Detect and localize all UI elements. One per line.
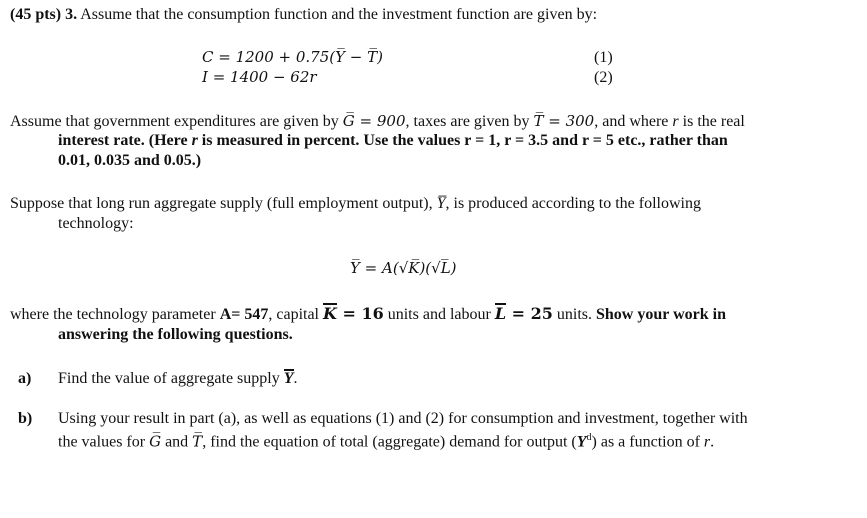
paragraph-government-line2: interest rate. (Here r is measured in percent. Use the values r = 1, r = 3.5 and r = 5 etc., rather than: [58, 132, 728, 149]
production-equation: Y̅ = A(√K̅)(√L̅): [350, 259, 457, 277]
y-bar-bold: Y: [283, 370, 294, 387]
part-a-text: Find the value of aggregate supply Y.: [58, 370, 298, 387]
equation-consumption: C = 1200 + 0.75(Y̅ − T̅): [202, 48, 383, 66]
equation-number-2: (2): [594, 69, 613, 86]
question-header: [10, 6, 597, 24]
paragraph-government: Assume that government expenditures are given by G̅ = 900, taxes are given by T̅ = 300, and where r is the real: [10, 112, 745, 130]
t-bar-value: T̅ = 300: [533, 112, 595, 130]
part-b-line1: Using your result in part (a), as well as equations (1) and (2) for consumption and investment, together with: [58, 410, 748, 427]
points-label: (45 pts): [10, 6, 62, 23]
y-bar: Y̅: [436, 195, 446, 212]
part-b-label: b): [18, 410, 33, 427]
k-bar: K: [323, 304, 337, 323]
g-bar-value: G̅ = 900: [342, 112, 406, 130]
paragraph-government-line3: 0.01, 0.035 and 0.05.): [58, 152, 202, 169]
paragraph-supply: Suppose that long run aggregate supply (full employment output), Y̅, is produced according to the following: [10, 195, 701, 212]
question-intro: Assume that the consumption function and the investment function are given by:: [80, 6, 598, 23]
l-bar: L: [494, 304, 507, 323]
paragraph-parameters-line2: answering the following questions.: [58, 326, 293, 343]
paragraph-supply-line2: technology:: [58, 215, 134, 232]
part-b-line2: the values for G̅ and T̅, find the equation of total (aggregate) demand for output $(Y^d)$ as a function of r.: [58, 432, 715, 451]
question-number: 3.: [65, 6, 78, 23]
equation-number-1: (1): [594, 49, 613, 66]
part-a-label: a): [18, 370, 32, 387]
paragraph-parameters: where the technology parameter A= 547, capital K = 16 units and labour L = 25 units. Show your work in: [10, 304, 726, 323]
equation-investment: I = 1400 − 62r: [202, 68, 317, 86]
